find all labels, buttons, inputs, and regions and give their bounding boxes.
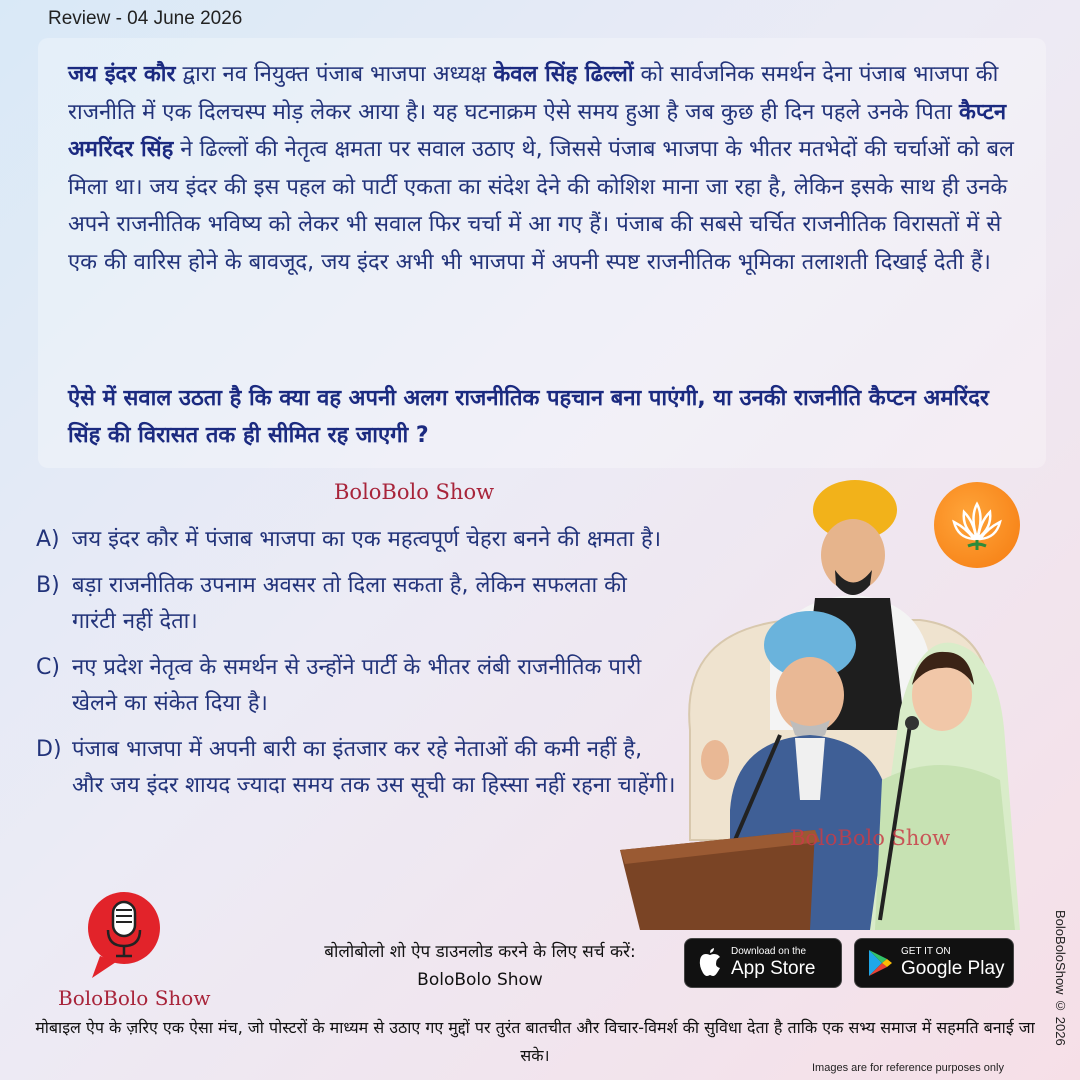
- option-d[interactable]: [36, 732, 676, 804]
- option-letter: D): [36, 737, 62, 762]
- article-highlight: जय इंदर कौर: [68, 62, 176, 87]
- option-text: नए प्रदेश नेतृत्व के समर्थन से उन्होंने पार्टी के भीतर लंबी राजनीतिक पारी खेलने का संकेत दिया है।: [72, 655, 642, 716]
- app-store-big-text: App Store: [731, 958, 816, 979]
- bjp-lotus-icon: [934, 482, 1020, 568]
- google-play-small-text: GET IT ON: [901, 946, 951, 957]
- option-text: बड़ा राजनीतिक उपनाम अवसर तो दिला सकता है, लेकिन सफलता की गारंटी नहीं देता।: [72, 573, 627, 634]
- option-c[interactable]: [36, 650, 676, 722]
- option-text: पंजाब भाजपा में अपनी बारी का इंतजार कर रहे नेताओं की कमी नहीं है, और जय इंदर शायद ज्यादा समय तक उस सूची का हिस्सा नहीं रहना चाहेंगी।: [72, 737, 676, 798]
- google-play-button[interactable]: [854, 938, 1014, 988]
- article-highlight: कैप्टन अमरिंदर सिंह: [68, 99, 1007, 162]
- option-a[interactable]: [36, 522, 676, 558]
- option-b[interactable]: [36, 568, 676, 640]
- microphone-icon: [86, 888, 162, 980]
- poll-options: [36, 522, 676, 814]
- download-line-2: BoloBolo Show: [417, 970, 543, 990]
- article-text: ने ढिल्लों की नेतृत्व क्षमता पर सवाल उठाए थे, जिससे पंजाब भाजपा के भीतर मतभेदों की चर्चाओं को बल मिला था। जय इंदर की इस पहल को पार्टी एकता का संदेश देने की कोशिश माना जा रहा है, लेकिन इसके साथ ही उनके अपने राजनीतिक भविष्य को लेकर भी सवाल फिर चर्चा में आ गए हैं। पंजाब की सबसे चर्चित राजनीतिक विरासतों में से एक की वारिस होने के बावजूद, जय इंदर अभी भी भाजपा में अपनी स्पष्ट राजनीतिक भूमिका तलाशती दिखाई देती हैं।: [68, 137, 1014, 275]
- option-letter: B): [36, 573, 60, 598]
- option-text: जय इंदर कौर में पंजाब भाजपा का एक महत्वपूर्ण चेहरा बनने की क्षमता है।: [72, 527, 662, 552]
- brand-label: BoloBolo Show: [334, 480, 495, 504]
- article-question: ऐसे में सवाल उठता है कि क्या वह अपनी अलग राजनीतिक पहचान बना पाएंगी, या उनकी राजनीति कैप्टन अमरिंदर सिंह की विरासत तक ही सीमित रह जाएगी ?: [68, 386, 989, 448]
- footer-description: मोबाइल ऐप के ज़रिए एक ऐसा मंच, जो पोस्टरों के माध्यम से उठाए गए मुद्दों पर तुरंत बातचीत और विचार-विमर्श की सुविधा देता है ताकि एक सभ्य समाज में सहमति बनाई जा सके।: [35, 1018, 1035, 1065]
- download-line-1: बोलोबोलो शो ऐप डाउनलोड करने के लिए सर्च करें:: [324, 942, 636, 962]
- option-letter: C): [36, 655, 60, 680]
- image-disclaimer: Images are for reference purposes only: [812, 1062, 1004, 1074]
- google-play-icon: [867, 948, 893, 978]
- download-instructions: [290, 938, 670, 994]
- option-letter: A): [36, 527, 60, 552]
- google-play-big-text: Google Play: [901, 958, 1005, 979]
- app-store-small-text: Download on the: [731, 946, 807, 957]
- article-text: द्वारा नव नियुक्त पंजाब भाजपा अध्यक्ष: [175, 62, 494, 87]
- review-date: Review - 04 June 2026: [48, 8, 243, 29]
- article-text: को सार्वजनिक समर्थन देना पंजाब भाजपा की राजनीति में एक दिलचस्प मोड़ लेकर आया है। यह घटनाक्रम ऐसे समय हुआ है जब कुछ ही दिन पहले उनके पिता: [68, 62, 999, 125]
- article-highlight: केवल सिंह ढिल्लों: [493, 62, 634, 87]
- apple-icon: [697, 948, 723, 978]
- brand-logo-text: BoloBolo Show: [58, 986, 211, 1010]
- article-paragraph: [68, 56, 1028, 281]
- app-store-button[interactable]: [684, 938, 842, 988]
- copyright-vertical: BoloBoloShow © 2026: [1053, 910, 1068, 1046]
- photo-watermark: BoloBolo Show: [790, 826, 951, 850]
